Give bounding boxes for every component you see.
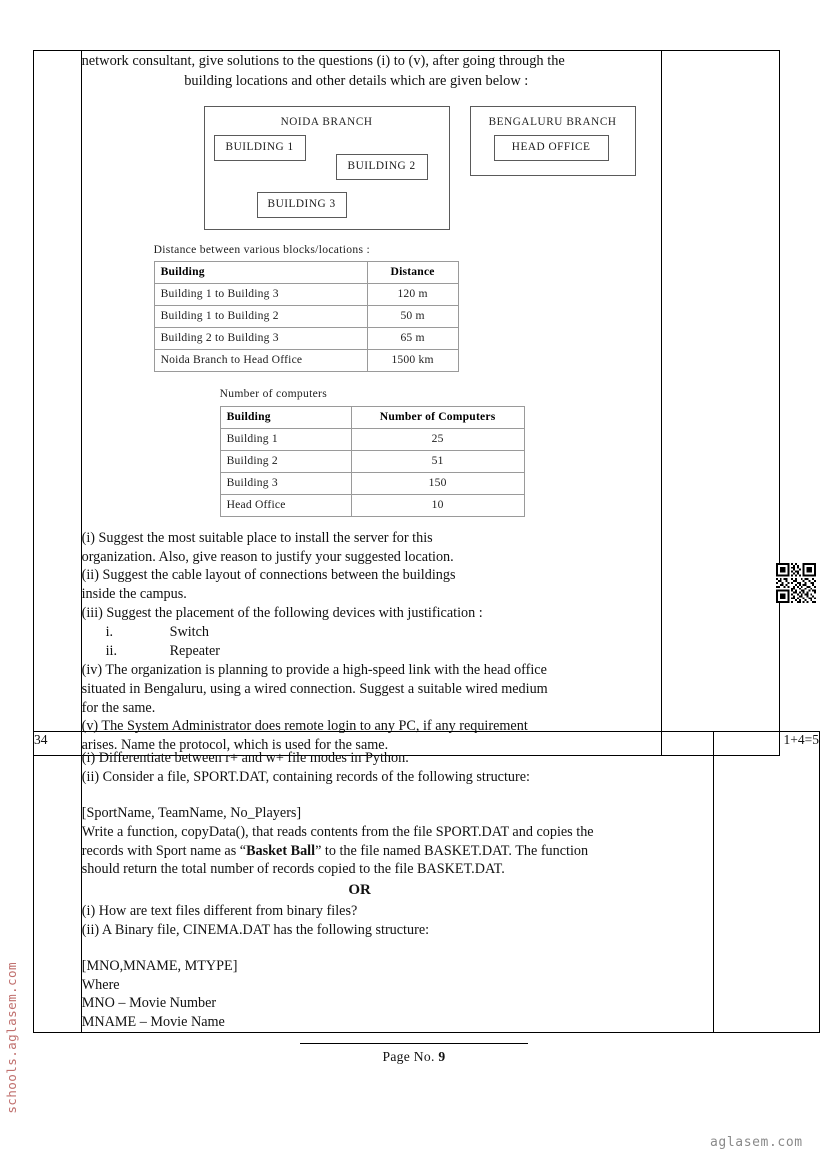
- building-2-box: BUILDING 2: [336, 154, 428, 181]
- computers-cell-name: Head Office: [220, 494, 351, 516]
- q34-field-def: MNO – Movie Number: [81, 995, 217, 1012]
- qr-code-icon: [776, 563, 816, 603]
- q34-field-def: MNAME – Movie Name: [81, 1014, 225, 1031]
- q34-line: (i) How are text files different from binary files?: [81, 902, 358, 919]
- q34-line: (ii) A Binary file, CINEMA.DAT has the following structure:: [81, 921, 430, 938]
- distance-cell-name: Noida Branch to Head Office: [154, 349, 367, 371]
- q34-text-pre: records with Sport name as “: [81, 842, 247, 859]
- device-item: [82, 642, 661, 661]
- subquestion-line: inside the campus.: [81, 586, 187, 603]
- computers-cell-value: 25: [351, 428, 524, 450]
- computers-cell-name: Building 2: [220, 450, 351, 472]
- subquestion-line: arises. Name the protocol, which is used for the same.: [81, 737, 389, 754]
- q34-line-basketball: [82, 842, 714, 861]
- page-number-label: [300, 1049, 528, 1065]
- computers-cell-value: 10: [351, 494, 524, 516]
- q34-top-spacer: [82, 732, 714, 749]
- bengaluru-branch-label: BENGALURU BRANCH: [488, 115, 617, 128]
- table-header-row: [220, 406, 524, 428]
- subquestion-line: organization. Also, give reason to justify your suggested location.: [81, 548, 454, 565]
- page-number-prefix: Page No.: [382, 1049, 435, 1064]
- q34-line: Write a function, copyData(), that reads contents from the file SPORT.DAT and copies the: [81, 823, 594, 840]
- head-office-box: HEAD OFFICE: [494, 135, 609, 162]
- footer-divider: [300, 1043, 528, 1044]
- distance-header-building: Building: [154, 261, 367, 283]
- distance-cell-value: 65 m: [367, 327, 458, 349]
- table-row: [220, 494, 524, 516]
- table-header-row: [154, 261, 458, 283]
- distance-cell-name: Building 1 to Building 2: [154, 305, 367, 327]
- q34-text-bold: Basket Ball: [246, 842, 316, 859]
- distance-table-caption: Distance between various blocks/locations :: [153, 242, 370, 256]
- q34-where-label: Where: [81, 976, 120, 993]
- computers-header-building: Building: [220, 406, 351, 428]
- distance-cell-value: 120 m: [367, 283, 458, 305]
- question-33-body: [81, 51, 661, 756]
- device-roman: ii.: [105, 642, 118, 659]
- distance-header-distance: Distance: [367, 261, 458, 283]
- device-roman: i.: [105, 624, 114, 641]
- or-separator: OR: [348, 882, 371, 899]
- distance-cell-name: Building 2 to Building 3: [154, 327, 367, 349]
- subquestion-line: (ii) Suggest the cable layout of connections between the buildings: [81, 567, 456, 584]
- watermark-left: schools.aglasem.com: [4, 962, 19, 1114]
- subquestion-line: (v) The System Administrator does remote login to any PC, if any requirement: [81, 718, 528, 735]
- question-33-number: [34, 51, 82, 756]
- q34-line: should return the total number of records copied to the file BASKET.DAT.: [81, 861, 505, 878]
- computers-cell-name: Building 3: [220, 472, 351, 494]
- q34-line: (i) Differentiate between r+ and w+ file modes in Python.: [81, 750, 409, 766]
- question-33-subquestions: [82, 529, 661, 756]
- q34-gap-2: [82, 940, 714, 957]
- computers-table: [220, 406, 525, 517]
- q34-structure-b: [MNO,MNAME, MTYPE]: [81, 957, 238, 974]
- intro-line-1: network consultant, give solutions to the questions (i) to (v), after going through the: [81, 53, 565, 69]
- network-diagram: [82, 106, 661, 236]
- q34-text-post: ” to the file named BASKET.DAT. The function: [315, 842, 589, 859]
- computers-cell-name: Building 1: [220, 428, 351, 450]
- subquestion-line: situated in Bengaluru, using a wired connection. Suggest a suitable wired medium: [81, 680, 548, 697]
- q34-line: (ii) Consider a file, SPORT.DAT, containing records of the following structure:: [81, 768, 530, 785]
- q34-gap-1: [82, 787, 714, 804]
- table-row: [154, 283, 458, 305]
- table-row: [220, 450, 524, 472]
- distance-cell-value: 50 m: [367, 305, 458, 327]
- subquestion-line: for the same.: [81, 699, 156, 716]
- distance-table: [154, 261, 459, 372]
- subquestion-line: (iv) The organization is planning to provide a high-speed link with the head office: [81, 661, 547, 678]
- question-33-marks: [661, 51, 779, 756]
- question-34-body: [81, 732, 714, 1033]
- table-row: [154, 305, 458, 327]
- building-3-box: BUILDING 3: [257, 192, 347, 219]
- table-row: [220, 472, 524, 494]
- computers-cell-value: 150: [351, 472, 524, 494]
- watermark-bottom: aglasem.com: [710, 1135, 803, 1150]
- q34-structure-a: [SportName, TeamName, No_Players]: [81, 804, 302, 821]
- question-34-block: [33, 731, 820, 1033]
- device-label: Repeater: [169, 642, 221, 659]
- noida-branch-label: NOIDA BRANCH: [280, 115, 373, 128]
- device-label: Switch: [169, 624, 210, 641]
- table-row: [220, 428, 524, 450]
- device-item: [82, 623, 661, 642]
- computers-header-count: Number of Computers: [351, 406, 524, 428]
- question-34-number: 34: [34, 732, 82, 1033]
- table-row: [154, 349, 458, 371]
- page-number-value: 9: [438, 1049, 446, 1064]
- question-33-block: [33, 50, 780, 756]
- subquestion-line: (i) Suggest the most suitable place to install the server for this: [81, 529, 433, 546]
- subquestion-line: (iii) Suggest the placement of the following devices with justification :: [81, 605, 483, 622]
- building-1-box: BUILDING 1: [214, 135, 306, 162]
- distance-cell-value: 1500 km: [367, 349, 458, 371]
- question-34-marks: 1+4=5: [714, 732, 820, 1033]
- computers-cell-value: 51: [351, 450, 524, 472]
- table-row: [154, 327, 458, 349]
- distance-cell-name: Building 1 to Building 3: [154, 283, 367, 305]
- computers-table-caption: Number of computers: [219, 386, 328, 400]
- intro-line-2: building locations and other details which are given below :: [184, 73, 529, 90]
